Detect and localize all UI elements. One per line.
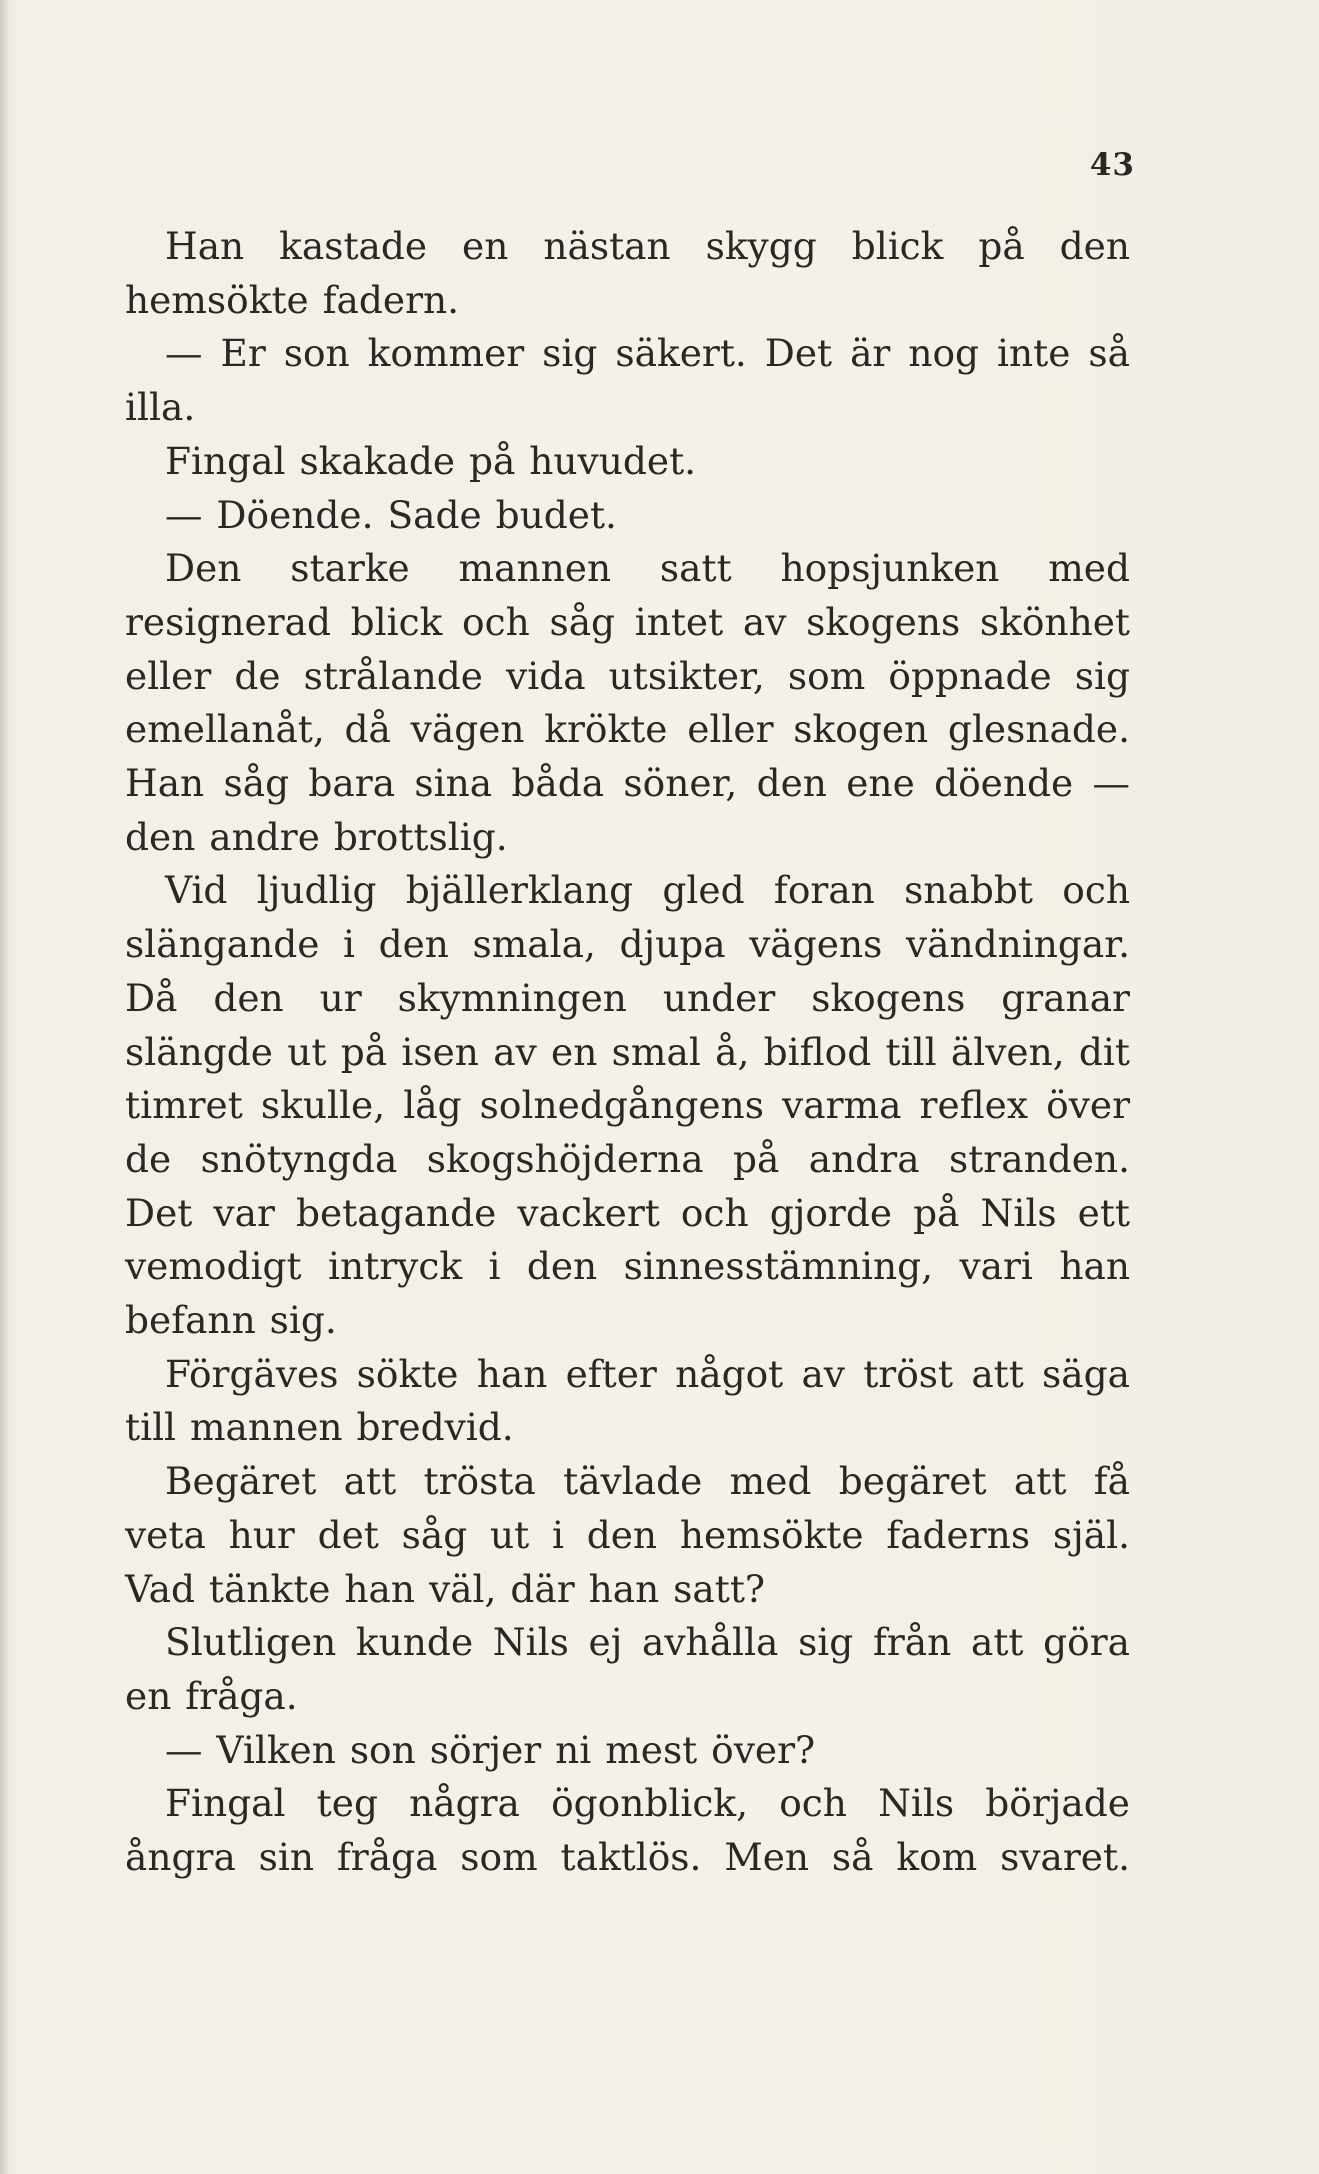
page-number: 43 xyxy=(1089,147,1135,183)
paragraph: — Döende. Sade budet. xyxy=(165,492,617,537)
page-spine-shadow xyxy=(0,0,8,2174)
body-text xyxy=(125,220,1130,1885)
paragraph: Han kastade en nästan skygg blick på den hemsökte fadern. xyxy=(125,224,1130,322)
paragraph: Den starke mannen satt hopsjunken med resignerad blick och såg intet av skogens skönhet eller de strålande vida utsikter, som öppnade sig emellanåt, då vägen krökte eller skogen glesnade. Han såg bara sina båda söner, den ene döende — den andre brottslig. xyxy=(125,546,1130,859)
paragraph: Fingal skakade på huvudet. xyxy=(165,438,697,483)
paragraph: Slutligen kunde Nils ej avhålla sig från att göra en fråga. xyxy=(125,1620,1130,1718)
paragraph: — Er son kommer sig säkert. Det är nog inte så illa. xyxy=(125,331,1130,430)
paragraph: Begäret att trösta tävlade med begäret att få veta hur det såg ut i den hemsökte faderns själ. Vad tänkte han väl, där han satt? xyxy=(125,1459,1130,1611)
paragraph: Vid ljudlig bjällerklang gled foran snabbt och slängande i den smala, djupa vägens vändningar. Då den ur skymningen under skogens granar slängde ut på isen av en smal å, biflod till älven, dit timret skulle, låg solnedgångens varma reflex över de snötyngda skogshöjderna på andra stranden. Det var betagande vackert och gjorde på Nils ett vemodigt intryck i den sinnesstämning, vari han befann sig. xyxy=(125,868,1130,1343)
paragraph: — Vilken son sörjer ni mest över? xyxy=(165,1727,816,1772)
paragraph: Förgäves sökte han efter något av tröst att säga till mannen bredvid. xyxy=(125,1351,1130,1450)
paragraph: Fingal teg några ögonblick, och Nils började ångra sin fråga som taktlös. Men så kom svaret. xyxy=(125,1781,1130,1880)
